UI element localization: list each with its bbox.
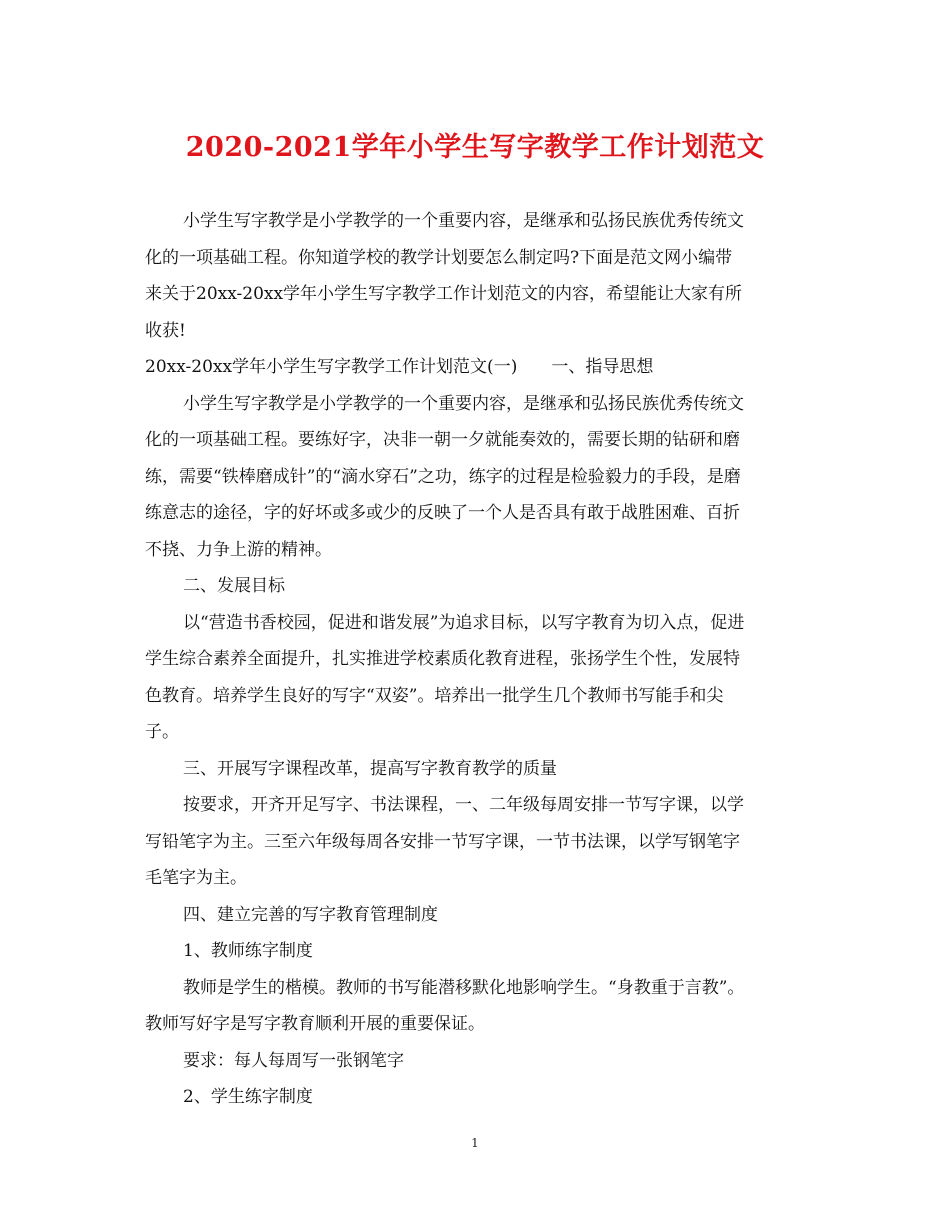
paragraph-line: 来关于20xx-20xx学年小学生写字教学工作计划范文的内容，希望能让大家有所	[145, 284, 743, 304]
paragraph-line: 色教育。培养学生良好的写字“双姿”。培养出一批学生几个教师书写能手和尖	[145, 685, 724, 706]
section-heading: 二、发展目标	[183, 576, 285, 596]
paragraph-line: 按要求，开齐开足写字、书法课程，一、二年级每周安排一节写字课，以学	[183, 795, 744, 815]
paragraph-line: 小学生写字教学是小学教学的一个重要内容，是继承和弘扬民族优秀传统文	[183, 393, 744, 414]
paragraph-line: 以“营造书香校园，促进和谐发展”为追求目标，以写字教育为切入点，促进	[183, 612, 745, 633]
paragraph-line: 不挠、力争上游的精神。	[145, 539, 332, 560]
subsection-heading: 1、教师练字制度	[183, 941, 313, 961]
subsection-heading: 2、学生练字制度	[183, 1087, 313, 1107]
paragraph-line: 写铅笔字为主。三至六年级每周各安排一节写字课，一节书法课，以学写钢笔字	[145, 831, 740, 852]
paragraph-line: 要求：每人每周写一张钢笔字	[183, 1050, 404, 1071]
page-number: 1	[471, 1136, 479, 1150]
document-title: 2020-2021学年小学生写字教学工作计划范文	[185, 132, 765, 163]
section-heading: 三、开展写字课程改革，提高写字教育教学的质量	[183, 758, 557, 779]
paragraph-line: 收获!	[145, 320, 186, 341]
paragraph-line: 练，需要“铁棒磨成针”的“滴水穿石”之功，练字的过程是检验毅力的手段，是磨	[145, 466, 741, 487]
paragraph-line: 学生综合素养全面提升，扎实推进学校素质化教育进程，张扬学生个性，发展特	[145, 649, 740, 669]
paragraph-line: 教师写好字是写字教育顺利开展的重要保证。	[145, 1014, 485, 1034]
paragraph-line: 化的一项基础工程。要练好字，决非一朝一夕就能奏效的，需要长期的钻研和磨	[145, 430, 740, 450]
paragraph-line: 教师是学生的楷模。教师的书写能潜移默化地影响学生。“身教重于言教”。	[183, 977, 745, 998]
paragraph-line: 小学生写字教学是小学教学的一个重要内容，是继承和弘扬民族优秀传统文	[183, 211, 744, 231]
section-heading-line: 20xx-20xx学年小学生写字教学工作计划范文(一) 一、指导思想	[145, 357, 654, 377]
paragraph-line: 化的一项基础工程。你知道学校的教学计划要怎么制定吗?下面是范文网小编带	[145, 247, 733, 268]
paragraph-line: 毛笔字为主。	[145, 868, 247, 888]
paragraph-line: 练意志的途径，字的好坏或多或少的反映了一个人是否具有敢于战胜困难、百折	[145, 503, 740, 523]
paragraph-line: 子。	[145, 722, 179, 742]
document-body	[145, 203, 800, 1116]
section-heading: 四、建立完善的写字教育管理制度	[183, 904, 438, 925]
